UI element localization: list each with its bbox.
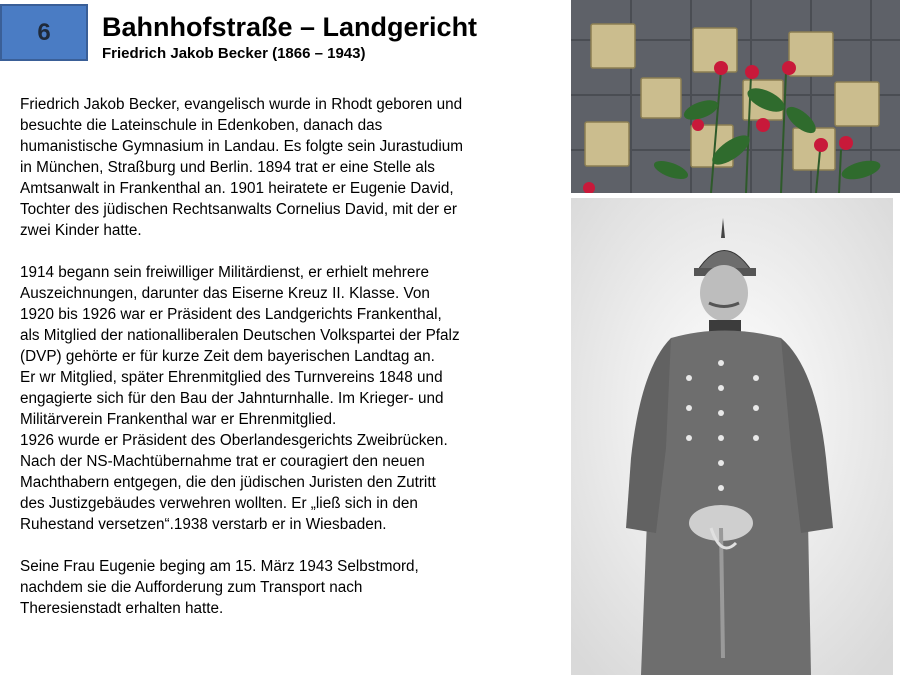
portrait-illustration	[571, 198, 893, 675]
slide-subtitle: Friedrich Jakob Becker (1866 – 1943)	[102, 45, 366, 62]
slide-title: Bahnhofstraße – Landgericht	[102, 12, 478, 42]
text-line: Tochter des jüdischen Rechtsanwalts Cornelius David, mit der er	[20, 201, 458, 218]
stolpersteine-illustration	[571, 0, 900, 193]
text-line: Friedrich Jakob Becker, evangelisch wurde in Rhodt geboren und	[20, 96, 463, 113]
stolpersteine-photo	[571, 0, 900, 193]
text-line: Seine Frau Eugenie beging am 15. März 1943 Selbstmord,	[20, 558, 419, 575]
text-line: als Mitglied der nationalliberalen Deutschen Volkspartei der Pfalz	[20, 327, 460, 344]
text-line: Militärverein Frankenthal war er Ehrenmitglied.	[20, 411, 337, 428]
paragraph-1	[20, 94, 560, 241]
text-line: Machthabern entgegen, die den jüdischen Juristen den Zutritt	[20, 474, 436, 491]
text-line: 1926 wurde er Präsident des Oberlandesgerichts Zweibrücken.	[20, 432, 448, 449]
text-line: des Justizgebäudes verwehren wollten. Er „ließ sich in den	[20, 495, 418, 512]
paragraph-2	[20, 262, 560, 535]
text-line: Nach der NS-Machtübernahme trat er couragiert den neuen	[20, 453, 425, 470]
portrait-photo	[571, 198, 893, 675]
text-line: Amtsanwalt in Frankenthal an. 1901 heiratete er Eugenie David,	[20, 180, 454, 197]
slide-number: 6	[37, 18, 51, 46]
text-line: 1914 begann sein freiwilliger Militärdienst, er erhielt mehrere	[20, 264, 429, 281]
text-line: 1920 bis 1926 war er Präsident des Landgerichts Frankenthal,	[20, 306, 442, 323]
text-line: humanistische Gymnasium in Landau. Es folgte sein Jurastudium	[20, 138, 463, 155]
text-line: Ruhestand versetzen“.1938 verstarb er in Wiesbaden.	[20, 516, 387, 533]
text-line: besuchte die Lateinschule in Edenkoben, danach das	[20, 117, 383, 134]
text-line: (DVP) gehörte er für kurze Zeit dem bayerischen Landtag an.	[20, 348, 435, 365]
text-line: Er wr Mitglied, später Ehrenmitglied des Turnvereins 1848 und	[20, 369, 443, 386]
paragraph-3	[20, 556, 560, 619]
text-line: Theresienstadt erhalten hatte.	[20, 600, 224, 617]
biography-text	[20, 94, 560, 640]
text-line: zwei Kinder hatte.	[20, 222, 142, 239]
text-line: in München, Straßburg und Berlin. 1894 trat er eine Stelle als	[20, 159, 435, 176]
text-line: nachdem sie die Aufforderung zum Transport nach	[20, 579, 363, 596]
text-line: Auszeichnungen, darunter das Eiserne Kreuz II. Klasse. Von	[20, 285, 430, 302]
text-line: engagierte sich für den Bau der Jahnturnhalle. Im Krieger- und	[20, 390, 444, 407]
slide-number-box	[0, 4, 88, 61]
